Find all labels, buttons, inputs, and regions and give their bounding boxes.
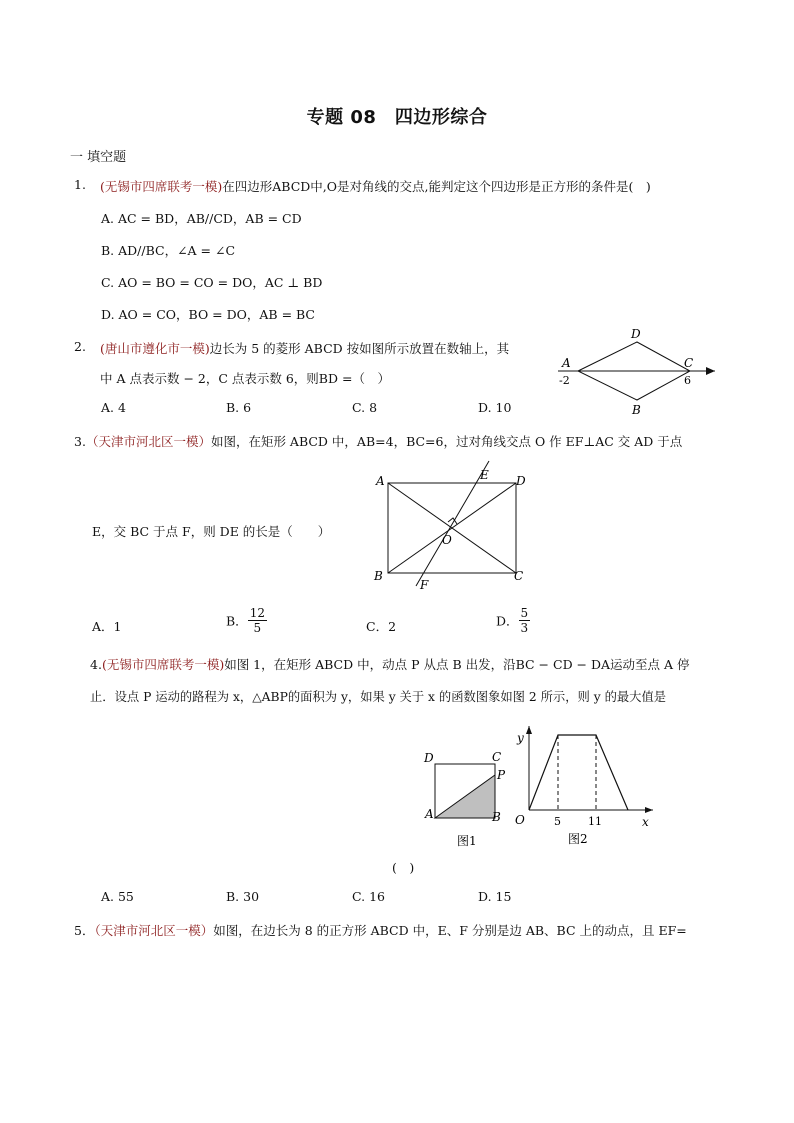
q3-rectangle-figure: [370, 458, 545, 596]
q2-text-line1: 边长为 5 的菱形 ABCD 按如图所示放置在数轴上，其: [209, 341, 510, 356]
q4-option-d: D. 15: [478, 889, 512, 904]
label-c: C: [684, 356, 694, 370]
q3-text-line1: 如图，在矩形 ABCD 中，AB=4，BC=6，过对角线交点 O 作 EF⊥AC 交 AD 于点: [210, 434, 683, 449]
q3-stem-line1: [74, 432, 682, 450]
y-axis-arrow-icon: [526, 726, 532, 734]
q2-option-b: B. 6: [226, 400, 252, 415]
q4-source: (无锡市四席联考一模): [101, 657, 225, 672]
q4-text-line2: 止．设点 P 运动的路程为 x，△ABP的面积为 y，如果 y 关于 x 的函数图象如图 2 所示，则 y 的最大值是: [90, 690, 667, 704]
fraction-denominator: 3: [520, 621, 529, 635]
q1-text: 在四边形ABCD中,O是对角线的交点,能判定这个四边形是正方形的条件是( ): [222, 179, 651, 194]
q5-stem: [74, 921, 687, 939]
label-b: B: [374, 569, 383, 583]
q3-option-c: C．2: [366, 619, 397, 634]
section-heading: 一 填空题: [70, 150, 127, 165]
line-ef: [416, 461, 489, 586]
label-a: A: [562, 356, 571, 370]
label-e: E: [480, 468, 489, 482]
q1-option-d: D. AO = CO，BO = DO，AB = BC: [101, 307, 316, 322]
fraction-denominator: 5: [253, 621, 262, 635]
q4-figure-2-graph: [508, 722, 658, 850]
q3-option-b-label: B．: [226, 613, 248, 629]
origin-label: O: [515, 813, 525, 827]
q4-answer-paren: ( ): [392, 860, 415, 875]
label-a: A: [425, 807, 434, 821]
label-b: B: [632, 403, 641, 417]
label-d: D: [516, 474, 526, 488]
q4-option-b: B. 30: [226, 889, 260, 904]
function-graph: [529, 735, 628, 810]
figure-2-caption: 图2: [568, 832, 588, 846]
x-axis-arrow-icon: [645, 807, 653, 813]
page-title: 专题 08 四边形综合: [306, 107, 488, 128]
q2-number: 2.: [74, 339, 86, 354]
q2-stem-line1: [100, 339, 509, 357]
q5-text: 如图，在边长为 8 的正方形 ABCD 中，E、F 分别是边 AB、BC 上的动点，且 EF=: [213, 923, 687, 938]
q3-option-d-label: D．: [496, 613, 519, 629]
axis-arrow-icon: [706, 367, 715, 375]
q4-number: 4.: [90, 657, 102, 672]
q4-text-line1: 如图 1，在矩形 ABCD 中，动点 P 从点 B 出发，沿BC − CD − DA运动至点 A 停: [224, 657, 690, 672]
q1-option-c: C. AO = BO = CO = DO，AC ⊥ BD: [101, 275, 323, 290]
q3-option-a: A．1: [92, 619, 122, 634]
q1-option-a: A. AC = BD，AB//CD，AB = CD: [101, 211, 302, 226]
q1-stem: [100, 177, 651, 195]
figure-1-caption: 图1: [457, 834, 477, 848]
q1-option-b: B. AD//BC，∠A = ∠C: [101, 243, 236, 258]
q3-text-line2: E，交 BC 于点 F，则 DE 的长是（ ）: [92, 524, 331, 539]
fraction-numerator: 5: [520, 606, 529, 620]
tick-label-5: 5: [554, 815, 561, 828]
label-d: D: [631, 327, 641, 341]
shaded-triangle-abp: [435, 775, 495, 818]
q5-source: （天津市河北区一模）: [94, 923, 214, 938]
label-c: C: [492, 750, 502, 764]
q2-text-line2: 中 A 点表示数 − 2，C 点表示数 6，则BD =（ ）: [100, 371, 390, 386]
q2-option-a: A. 4: [101, 400, 126, 415]
label-a-value: -2: [559, 374, 570, 387]
q2-option-d: D. 10: [478, 400, 512, 415]
label-d: D: [424, 751, 434, 765]
label-c-value: 6: [684, 374, 691, 387]
label-p: P: [497, 768, 506, 782]
q2-rhombus-figure: [550, 322, 730, 420]
fraction-numerator: 12: [249, 606, 265, 620]
q2-option-c: C. 8: [352, 400, 378, 415]
q3-option-b-fraction: [248, 606, 267, 635]
q2-source: (唐山市遵化市一模): [100, 341, 210, 356]
label-b: B: [492, 810, 501, 824]
q3-source: （天津市河北区一模）: [85, 434, 211, 449]
q1-source: (无锡市四席联考一模): [100, 179, 223, 194]
label-o: O: [442, 533, 452, 547]
label-c: C: [514, 569, 524, 583]
q3-option-b: [226, 606, 267, 635]
q5-number: 5．: [74, 923, 95, 938]
label-f: F: [420, 578, 429, 592]
q4-stem-line1: [90, 655, 690, 673]
q1-number: 1.: [74, 177, 86, 192]
q3-option-d-fraction: [519, 606, 531, 635]
y-axis-label: y: [517, 731, 524, 745]
q3-option-d: [496, 606, 530, 635]
label-a: A: [376, 474, 385, 488]
q4-figure-1: [420, 745, 510, 850]
q4-option-a: A. 55: [101, 889, 134, 904]
q4-option-c: C. 16: [352, 889, 385, 904]
q3-number: 3.: [74, 434, 86, 449]
x-axis-label: x: [642, 815, 649, 829]
tick-label-11: 11: [588, 815, 602, 828]
